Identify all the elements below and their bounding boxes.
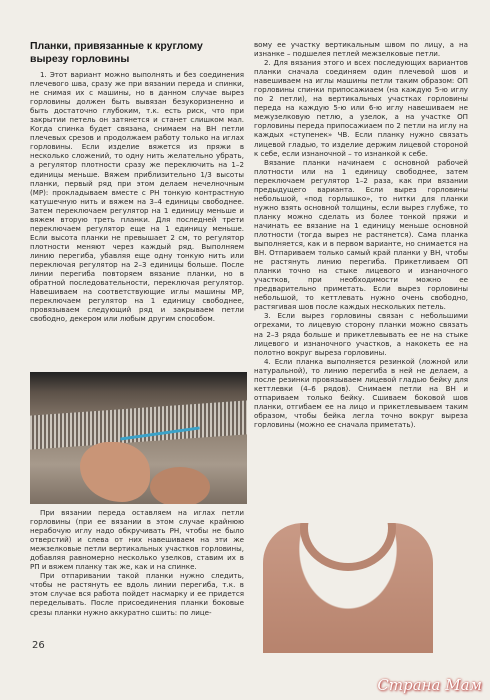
paragraph: При отпаривании такой планки нужно следить, чтобы не растянуть ее вдоль линии перегиба, т.к. в этом случае вся работа пойдет насмарку и ее придется переделывать. После присоединения планки боковые срезы планки нужно аккуратно сшить: по лице- bbox=[30, 571, 244, 617]
paragraph: Вязание планки начинаем с основной рабочей плотности или на 1 единицу свободнее, затем переключаем регулятор 1–2 раза, как при вязании предыдущего варианта. Если вырез горловины небольшой, «под горлышко», то нитки для планки нужно взять основной толщины, если вырез глубже, то планку можно сделать из более тонкой пряжи и начинать ее вязание на 1 единицу меньше основной плотности (тогда вырез не растянется). Сама планка выполняется, как и в первом варианте, но снимается на ВН. Отпариваем только самый край планки у ВН, чтобы не растянуть линию перегиба. Прикетливаем ОП планки точно на стыке лицевого и изнаночного участков, при необходимости можно ее предварительно приметать. Если вырез горловины небольшой, то кеттлевать нужно очень свободно, растягивая шов после каждых нескольких петель. bbox=[254, 157, 468, 312]
site-watermark: Страна Мам bbox=[377, 676, 482, 694]
knitting-machine-photo bbox=[30, 372, 247, 504]
paragraph: вому ее участку вертикальным швом по лицу, а на изнанке – подшелея петлей межзелковые петли. bbox=[254, 40, 468, 59]
left-column bbox=[30, 70, 244, 323]
page-number: 26 bbox=[32, 640, 45, 651]
paragraph: 3. Если вырез горловины связан с небольшими огрехами, то лицевую сторону планки можно связать на 2–3 ряда больше и прикетлевывать ее не на стыке лицевого и изнаночного участков, а накокеть ее на полотно вокруг выреза горловины. bbox=[254, 311, 468, 357]
paragraph: При вязании переда оставляем на иглах петли горловины (при ее вязании в этом случае крайнюю нерабочую иглу надо обкручивать РН, чтобы не было отверстий) и слева от них навешиваем на эти же межзелковые петли вертикальных участков горловины, добавляя равномерно несколько узелков, ставим их в РП и вяжем планку так же, как и на спинке. bbox=[30, 508, 244, 572]
lower-left-text bbox=[30, 508, 244, 617]
right-column bbox=[254, 40, 468, 429]
section-title: Планки, привязанные к круглому вырезу горловины bbox=[30, 40, 203, 65]
paragraph: 2. Для вязания этого и всех последующих вариантов планки сначала соединяем один плечевой шов и навешиваем на иглы машины петли таким образом: ОП горловины спинки припосажиаем (на каждую 5-ю иглу по 2 петли), на вертикальных участках горловины переда на каждую 5-ю или 6-ю иглу навешиваем не межузелковую петлю, а узелок, а на участке ОП горловины переда припосажиаем по 2 петли на иглу на каждых «ступенек» ЧВ. Если планку нужно связать лицевой гладью, то изделие держим лицевой стороной к себе, если изнаночной – то изнанкой к себе. bbox=[254, 58, 468, 158]
paragraph: 4. Если планка выполняется резинкой (ложной или натуральной), то линию перегиба в ней не делаем, а после резинки провязываем лицевой гладью бейку для кеттлевки (4–6 рядов). Снимаем петли на ВН и отпариваем только бейку. Сшиваем боковой шов планки, отгибаем ее на лицо и прикетлевываем таким образом, чтобы бейка легла точно вокруг выреза горловины (можно ее сначала приметать). bbox=[254, 356, 468, 429]
paragraph: 1. Этот вариант можно выполнять и без соединения плечевого шва, сразу же при вязании переда и спинки, не снимая их с машины, но в данном случае вырез горловины должен быть вывязан безукоризненно и быть достаточно глубоким, т.к. есть риск, что при закрытии петель он затянется и станет слишком мал. Когда спинка будет связана, снимаем на ВН петли плечевых срезов и продолжаем работу только на иглах горловины. Если изделие вяжется из пряжи в несколько сложений, то одну нить желательно убрать, а регулятор плотности сразу же переключить на 1–2 единицы меньше. Вяжем приблизительно 1/3 высоты планки, первый ряд при этом делаем нечелночным (МР): прокладываем вместе с РН тонкую контрастную катушечную нить и вяжем на 3–4 единицы свободнее. Затем переключаем регулятор на 1 единицу меньше и вяжем вторую треть планки. Для последней трети переключаем регулятор еще на 1 единицу меньше. Если высота планки не превышает 2 см, то регулятор плотности меняют через каждый ряд. Выполняем линию перегиба, убавляя еще одну тонкую нить или переключая регулятор на 2–3 единицы больше. После линии перегиба повторяем вязание планки, но в обратной последовательности, переключая регулятор. Навешиваем на соответствующие иглы машины МР, переключаем регулятор на 1 единицу свободнее, провязываем следующий ряд и закрываем петли свободно, декером или любым другим способом. bbox=[30, 70, 244, 324]
sweater-neckline-photo bbox=[263, 523, 433, 653]
